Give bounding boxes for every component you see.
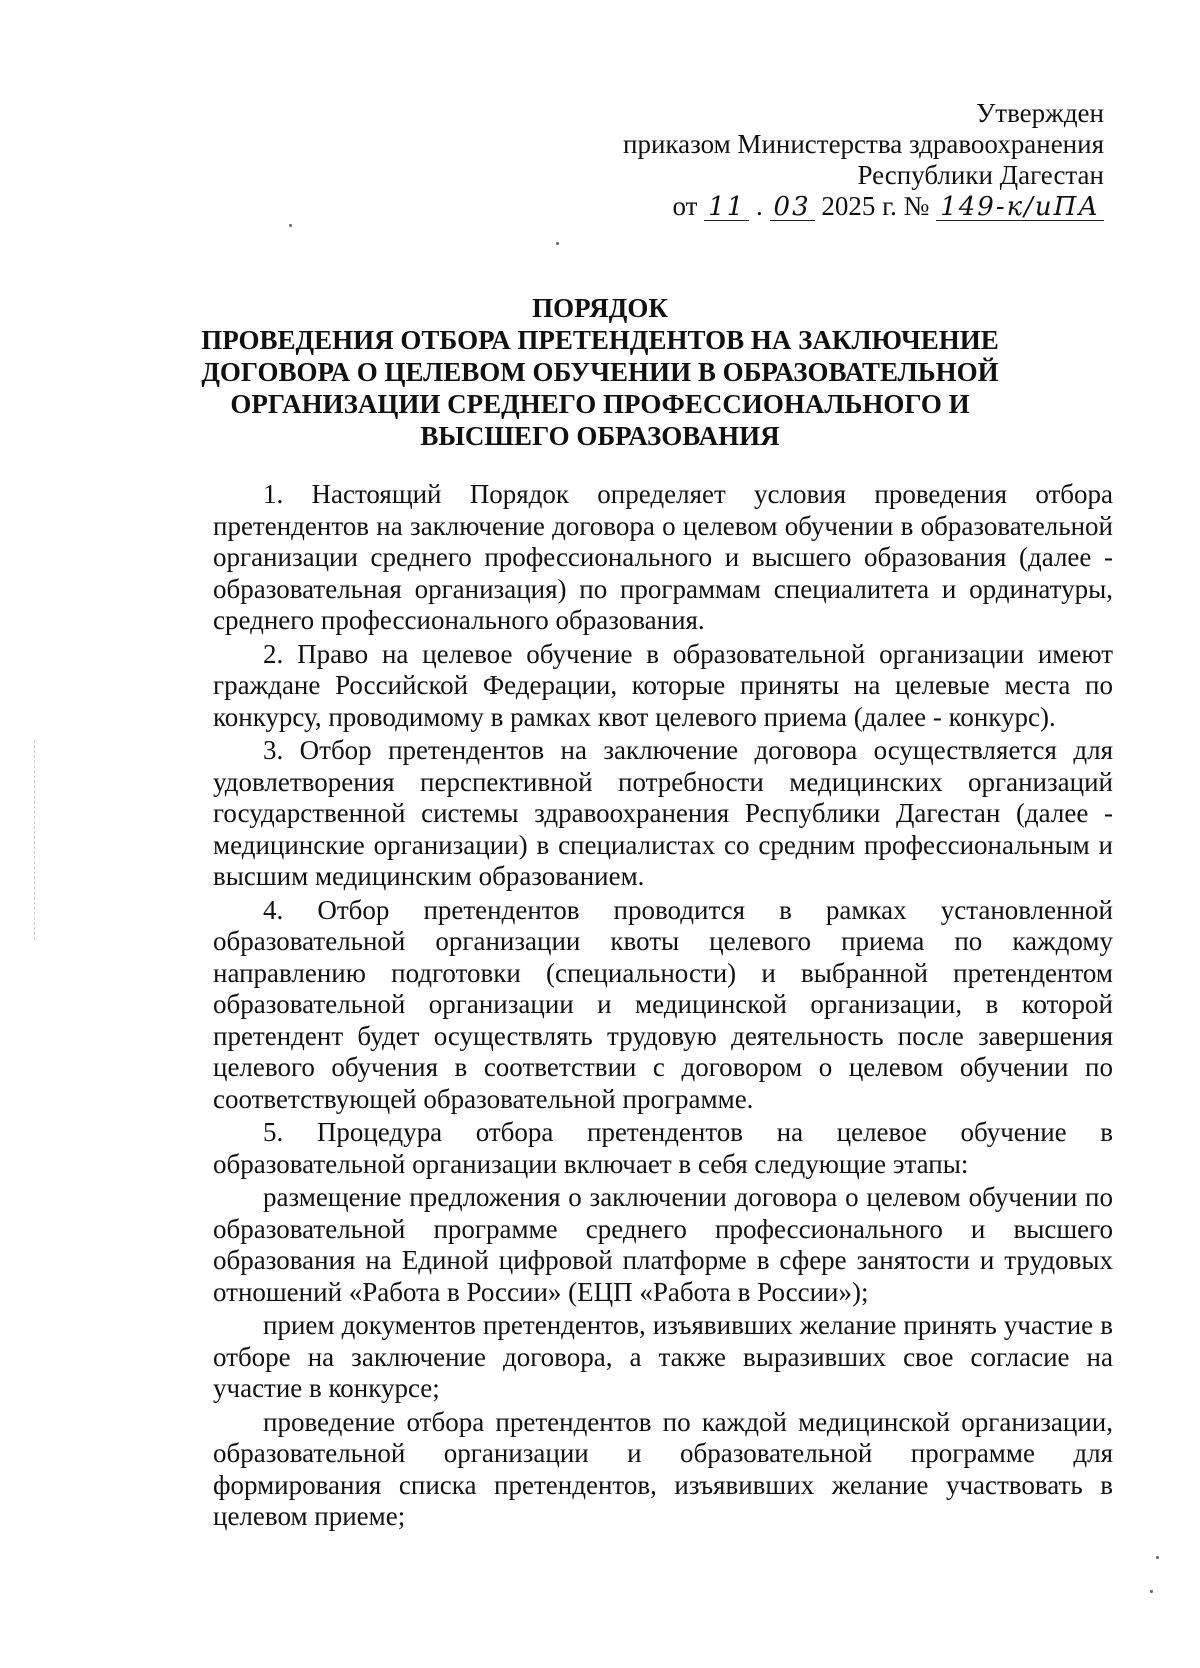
handwritten-day: 11	[704, 194, 749, 221]
handwritten-month: 03	[770, 194, 815, 221]
title-line-2: ПРОВЕДЕНИЯ ОТБОРА ПРЕТЕНДЕНТОВ НА ЗАКЛЮЧЕНИЕ	[201, 325, 999, 355]
title-line-5: ВЫСШЕГО ОБРАЗОВАНИЯ	[420, 421, 780, 451]
title-line-4: ОРГАНИЗАЦИИ СРЕДНЕГО ПРОФЕССИОНАЛЬНОГО И	[230, 389, 970, 419]
approval-date-line	[544, 191, 1104, 222]
approval-block	[544, 98, 1104, 222]
date-prefix: от	[672, 191, 698, 221]
document-title	[150, 292, 1050, 452]
paragraph-5-stage-2: прием документов претендентов, изъявивших желание принять участие в отборе на заключение договора, а также выразивших свое согласие на участие в конкурсе;	[213, 1310, 1113, 1403]
scan-speck	[556, 242, 559, 245]
approval-line-2: приказом Министерства здравоохранения	[623, 129, 1104, 159]
document-body	[213, 479, 1113, 1535]
paragraph-1: 1. Настоящий Порядок определяет условия проведения отбора претендентов на заключение договора о целевом обучении в образовательной организации среднего профессионального и высшего образования (далее - образовательная организация) по программам специалитета и ординатуры, среднего профессионального образования.	[213, 479, 1113, 635]
approval-line-1: Утвержден	[976, 98, 1104, 128]
paragraph-5-stage-3: проведение отбора претендентов по каждой медицинской организации, образовательной организации и образовательной программе для формирования списка претендентов, изъявивших желание участвовать в целевом приеме;	[213, 1406, 1113, 1531]
paragraph-2: 2. Право на целевое обучение в образовательной организации имеют граждане Российской Федерации, которые приняты на целевые места по конкурсу, проводимому в рамках квот целевого приема (далее - конкурс).	[213, 638, 1113, 732]
paragraph-5: 5. Процедура отбора претендентов на целевое обучение в образовательной организации включает в себя следующие этапы:	[213, 1117, 1113, 1179]
paragraph-3: 3. Отбор претендентов на заключение договора осуществляется для удовлетворения перспективной потребности медицинских организаций государственной системы здравоохранения Республики Дагестан (далее - медицинские организации) в специалистах со средним профессиональным и высшим медицинским образованием.	[213, 735, 1113, 891]
scan-speck	[1150, 1590, 1153, 1593]
paragraph-5-stage-1: размещение предложения о заключении договора о целевом обучении по образовательной программе среднего профессионального и высшего образования на Единой цифровой платформе в сфере занятости и трудовых отношений «Работа в России» (ЕЦП «Работа в России»);	[213, 1182, 1113, 1307]
title-line-1: ПОРЯДОК	[532, 293, 668, 323]
date-separator: .	[756, 191, 763, 221]
scan-margin-mark	[34, 740, 37, 940]
year-and-number-label: 2025 г. №	[821, 191, 930, 221]
scan-speck	[1156, 1556, 1159, 1559]
scan-speck	[289, 224, 292, 227]
handwritten-order-number: 149-к/иПА	[936, 194, 1104, 221]
paragraph-4: 4. Отбор претендентов проводится в рамках установленной образовательной организации квоты целевого приема по каждому направлению подготовки (специальности) и выбранной претендентом образовательной организации и медицинской организации, в которой претендент будет осуществлять трудовую деятельность после завершения целевого обучения в соответствии с договором о целевом обучении по соответствующей образовательной программе.	[213, 894, 1113, 1114]
approval-line-3: Республики Дагестан	[857, 160, 1104, 190]
title-line-3: ДОГОВОРА О ЦЕЛЕВОМ ОБУЧЕНИИ В ОБРАЗОВАТЕЛЬНОЙ	[201, 357, 999, 387]
